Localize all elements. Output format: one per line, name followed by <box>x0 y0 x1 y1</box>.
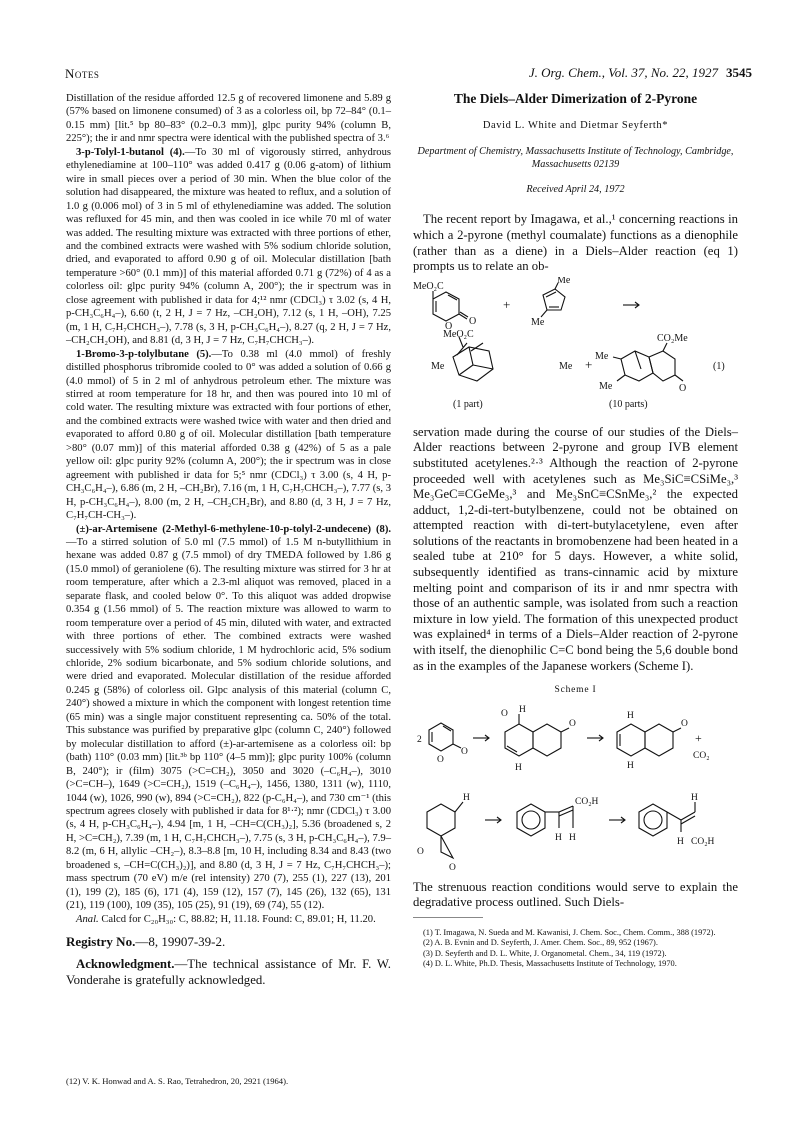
eq-prod2-me1: Me <box>595 350 609 362</box>
eq-prod2-o: O <box>679 382 687 394</box>
paragraph-artemisene <box>66 523 391 913</box>
eq-part1: (1 part) <box>453 398 483 410</box>
eq-ring-o: O <box>445 320 453 332</box>
page-number: 3545 <box>726 65 752 80</box>
scheme-pyrone <box>429 723 453 751</box>
paragraph-bromo-tolylbutane <box>66 348 391 523</box>
scheme-coefficient: 2 <box>417 734 422 745</box>
scheme-co2h-1: CO₂H <box>575 796 599 807</box>
paragraph-text: Calcd for C₂₀H₃₀: C, 88.82; H, 11.18. Found: C, 89.01; H, 11.20. <box>101 913 376 925</box>
eq-prod2-me2: Me <box>599 380 613 392</box>
paragraph-text: —To 30 ml of vigorously stirred, anhydrous ethylenediamine at 100–110° was added 0.417 g (0.06 g-atom) of lithium wire in small pieces over a period of 30 min. When the blue color of the solution had disappeared, the mixture was heated to reflux, and a solution of 1.0 g (0.006 mol) of 3 in 5 ml of ethylenediamine was added. The solution was refluxed for 45 min, and then was cooled in ice while 70 ml of water was added. The resulting mixture was extracted with three portions of ether, and the combined extracts were washed with 5% sodium chloride solution, dried, and evaporated to afford 0.90 g of oil. Molecular distillation [bath temperature >60° (0.1 mm)] of this material afforded 0.71 g (72%) of 4 as a colorless oil: glpc purity 94% (column A, 200°); the ir spectrum was in close agreement with published ir data for 4;¹² nmr (CDCl₃) τ 3.02 (s, 4 H, p-CH₃C₆H₄–), 6.60 (t, 2 H, J = 7 Hz, –CH₂OH), 7.12 (s, 1 H, –OH), 7.25 (m, 1 H, C₇H₇CHCH₃–), 7.78 (s, 3 H, p-CH₃C₆H₄–), 8.27 (q, 2 H, J = 7 Hz, –CH₂CH₂OH), and 8.81 (d, 3 H, J = 7 Hz, C₇H₇CHCH₃–). <box>66 146 392 347</box>
footnote-divider <box>413 917 483 918</box>
scheme-h4: H <box>627 760 634 771</box>
ack-label: Acknowledgment. <box>76 957 175 972</box>
article-authors: David L. White and Dietmar Seyferth* <box>482 120 669 132</box>
reference-item: (1) T. Imagawa, N. Sueda and M. Kawanisi, J. Chem. Soc., Chem. Comm., 388 (1972). <box>423 927 716 937</box>
compound-heading: (±)-ar-Artemisene (2-Methyl-6-methylene-10-p-tolyl-2-undecene) (8). <box>76 523 391 535</box>
eq-prod2-substituent: CO₂Me <box>657 332 688 344</box>
scheme-1-diagram <box>413 702 738 872</box>
journal-citation: J. Org. Chem., Vol. 37, No. 22, 1927 <box>528 65 718 80</box>
paragraph-distillation: Distillation of the residue afforded 12.5 g of recovered limonene and 5.89 g (57% based on limonene consumed) of 3 as a colorless oil, bp 72–84° (0.1–0.15 mm) [lit.⁵ bp 80–83° (0.2–0.3 mm)], glpc purity 94% (column B, 225°); the ir and nmr spectra were identical with the published spectra of 3.⁶ <box>66 93 391 145</box>
running-header-journal <box>529 65 752 81</box>
running-header-section: Notes <box>65 66 100 81</box>
paragraph-analysis <box>66 913 391 926</box>
scheme-h5: H <box>463 792 470 803</box>
scheme-title: Scheme I <box>554 685 597 696</box>
article-title: The Diels–Alder Dimerization of 2-Pyrone <box>453 91 698 106</box>
eq-prod1-substituent: MeO₂C <box>443 328 474 340</box>
closing-paragraph: The strenuous reaction conditions would serve to explain the degradative process outlined. Such Diels- <box>413 879 738 910</box>
eq-reactant2-me2: Me <box>531 316 545 328</box>
eq-prod1-me2: Me <box>559 360 573 372</box>
scheme-cis-cinnamic <box>517 804 545 836</box>
scheme-h9: H <box>677 836 684 847</box>
acknowledgment <box>66 956 391 988</box>
scheme-h3: H <box>627 710 634 721</box>
intro-paragraph: The recent report by Imagawa, et al.,¹ concerning reactions in which a 2-pyrone (methyl coumalate) functions as a dienophile (rather than as a diene) in a Diels–Alder reaction (eq 1) prompts us to relate an ob- <box>413 212 738 274</box>
registry-label: Registry No. <box>66 934 136 950</box>
reference-list <box>413 928 738 970</box>
scheme-trans-cinnamic <box>639 804 667 836</box>
eq-carbonyl-o: O <box>469 315 477 327</box>
scheme-o7: O <box>449 862 456 872</box>
equation-number: (1) <box>713 360 725 372</box>
scheme-h2: H <box>515 762 522 773</box>
reference-item: (4) D. L. White, Ph.D. Thesis, Massachusetts Institute of Technology, 1970. <box>423 959 677 969</box>
scheme-o2: O <box>437 754 444 765</box>
paragraph-text: —To 0.38 ml (4.0 mmol) of freshly distilled phosphorus tribromide cooled to 0° was added a solution of 0.66 g (4.0 mmol) of 5 in 2 ml of anhydrous petroleum ether. The mixture was stirred at room temperature for 18 hr, and then was poured into 10 ml of cold water. The resulting mixture was extracted with four portions of ether, and the combined extracts were washed twice with water and then dried and evaporated to afford 0.80 g of oil. Molecular distillation [bath temperature >80° (0.07 mm)] of this material afforded 0.38 g (42%) of 5 as a pale yellow oil: glpc purity 92% (column A, 200°); the ir spectrum was in close agreement with published ir data for 5;⁵ nmr (CDCl₃) τ 3.00 (s, 4 H, p-CH₃C₆H₄–), 6.86 (m, 2 H, –CH₂Br), 7.16 (m, 1 H, C₇H₇CHCH₃–), 7.77 (s, 3 H, p-CH₃C₆H₄–), 8.00 (m, 2 H, –CH₂CH₂Br), and 8.80 (d, 3 H, J = 7 Hz, C₇H₇CH-CH₃–). <box>66 348 392 522</box>
paragraph-text: —To a stirred solution of 5.0 ml (7.5 mmol) of 1.5 M n-butyllithium in hexane was added 0.87 g (7.5 mmol) of dry TMEDA followed by 1.86 g (15.0 mmol) of geraniolene (6). The resulting mixture was stirred for 3 hr at room temperature, after which a 2.3-ml aliquot was removed, placed in a separate flask, and cooled below 0°. To this aliquot was added dropwise 0.354 g (1.56 mmol) of 5. The reaction mixture was allowed to warm to room temperature over a period of 45 min, diluted with water, and extracted with three portions of ether. The combined extracts were washed successively with 5% sodium chloride, 1 M hydrochloric acid, 5% sodium chloride, 2% sodium bicarbonate, and 5% sodium chloride solutions, and were dried and evaporated. Molecular distillation of the residue afforded 0.245 g (58%) of colorless oil. Glpc analysis of this material (column C, 240°) showed a mixture in which the component with longest retention time (65 min) was a single major constituent representing ca. 50% of the total. This substance was purified by preparative glpc (column C, 240°) followed by molecular distillation to afford (±)-ar-artemisene as a colorless oil: bp (bath) 110° (0.03 mm) [lit.³ᵇ bp 110° (4–5 mm)]; glpc purity 100% (column B, 240°); ir (film) 3075 (>C=CH₂), 3050 and 3020 (–C₆H₄–), 3010 (>C=CH–), 1649 (>C=CH₂), 1519 (–C₆H₄–), 1456, 1380, 1311 (w), 1110, 1044 (w), 1026, 990 (w), 894 (>C=CH₂), 822 (p-C₆H₄–), and 730 cm⁻¹ (this spectrum agrees closely with published ir data for 8¹·²); nmr (CDCl₃) τ 3.00 (s, 4 H, p-CH₃C₆H₄–), 4.94 [m, 1 H, –CH=C(CH₃)₂], 5.36 (broadened s, 2 H, >C=CH₂), 7.39 (m, 1 H, C₇H₇CHCH₃–), 7.75 (s, 3 H, p-CH₃C₆H₄–), 7.9–8.2 (m, 6 H, allylic –CH₂–), 8.3–8.8 [m, 10 H, including 8.34 and 8.43 (two broadened s, –CH=C(CH₃)₂)], and 8.80 (d, 3 H, J = 7 Hz, C₇H₇CHCH₃–); mass spectrum (70 eV) m/e (rel intensity) 270 (7), 255 (1), 227 (13), 201 (1), 199 (2), 185 (6), 171 (4), 159 (12), 157 (7), 145 (26), 132 (65), 131 (21), 119 (100), 109 (35), 105 (25), 91 (19), 69 (74), 55 (12). <box>66 536 391 912</box>
scheme-plus: + <box>695 730 702 745</box>
scheme-co2h-2: CO₂H <box>691 836 715 847</box>
scheme-o6: O <box>417 846 424 857</box>
eq-prod1-me1: Me <box>431 360 445 372</box>
scheme-dimer-adduct <box>505 724 533 756</box>
scheme-dienone-intermediate <box>427 804 455 836</box>
scheme-h1: H <box>519 704 526 715</box>
registry-value: —8, 19907-39-2. <box>135 934 226 950</box>
body-paragraph: servation made during the course of our studies of the Diels–Alder reactions between 2-pyrone and group IVB element substituted acetylenes.²·³ Although the reaction of 2-pyrone proceeded well with acetylenes such as Me₃SiC≡CSiMe₃,³ Me₃GeC≡CGeMe₃,³ and Me₃SnC≡CSnMe₃,² the expected adduct, 1,2-di-tert-butylbenzene, could not be obtained on attempted reaction with di-tert-butylacetylene, even after solutions of the reactants in bromobenzene had been heated in a sealed tube at 210° for 5 days. However, a white solid, subsequently identified as trans-cinnamic acid by mixture melting point and comparison of its ir and nmr spectra with those of an authentic sample, was isolated from such a reaction mixture in low yield. The formation of this unexpected product was explained⁴ in terms of a Diels–Alder reaction of 2-pyrone with itself, the dienophilic C=C bond being the 5,6 double bond as in the examples of the Japanese workers (Scheme I). <box>413 424 738 673</box>
equation-1-diagram <box>413 277 738 419</box>
scheme-co2: CO₂ <box>693 750 710 761</box>
right-column <box>413 92 738 970</box>
eq-part2: (10 parts) <box>609 398 648 410</box>
left-column <box>66 92 391 988</box>
eq-reactant1-substituent: MeO₂C <box>413 280 444 292</box>
scheme-h8: H <box>691 792 698 803</box>
pyrone-ring <box>433 292 459 321</box>
scheme-o3: O <box>501 708 508 719</box>
reference-item: (2) A. B. Evnin and D. Seyferth, J. Amer. Chem. Soc., 89, 952 (1967). <box>423 938 658 948</box>
compound-heading: 1-Bromo-3-p-tolylbutane (5). <box>76 348 212 360</box>
scheme-h7: H <box>569 832 576 843</box>
compound-heading: 3-p-Tolyl-1-butanol (4). <box>76 146 185 158</box>
registry-number <box>66 934 391 950</box>
anal-label: Anal. <box>76 913 99 925</box>
eq-plus-2: + <box>585 356 593 372</box>
scheme-bicyclic-lactone <box>617 724 645 756</box>
scheme-h6: H <box>555 832 562 843</box>
eq-reactant2-me1: Me <box>557 276 571 286</box>
ack-text: —The technical assistance of Mr. F. W. Vonderahe is gratefully acknowledged. <box>66 957 391 988</box>
footnote-12: (12) V. K. Honwad and A. S. Rao, Tetrahedron, 20, 2921 (1964). <box>66 1076 289 1086</box>
article-affiliation: Department of Chemistry, Massachusetts Institute of Technology, Cambridge, Massachusetts 02139 <box>417 145 734 170</box>
scheme-o4: O <box>569 718 576 729</box>
paragraph-tolyl-butanol <box>66 146 391 348</box>
scheme-o1: O <box>461 746 468 757</box>
eq-plus: + <box>503 296 511 312</box>
received-date: Received April 24, 1972 <box>526 183 625 195</box>
scheme-o5: O <box>681 718 688 729</box>
reference-item: (3) D. Seyferth and D. L. White, J. Organometal. Chem., 34, 119 (1972). <box>423 948 667 958</box>
